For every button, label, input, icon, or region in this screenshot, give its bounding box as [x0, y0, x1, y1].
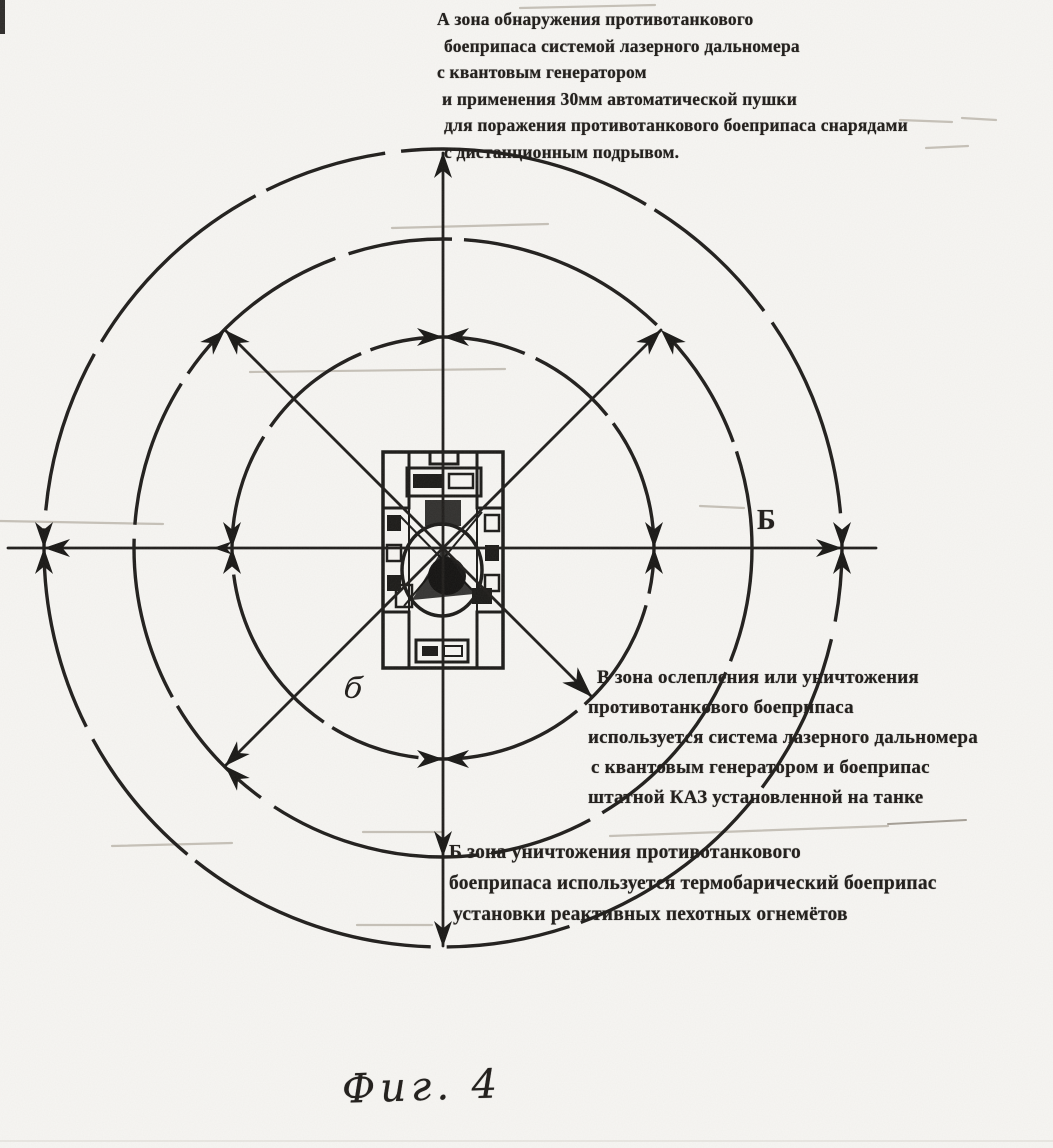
- annotation-line: боеприпаса используется термобарический боеприпас: [449, 873, 937, 894]
- annotation-line: А зона обнаружения противотанкового: [437, 9, 754, 29]
- annotation-line: и применения 30мм автоматической пушки: [442, 88, 797, 109]
- zone-a-annotation: [437, 6, 908, 165]
- ring-b-label: Б: [757, 505, 776, 536]
- annotation-line: для поражения противотанкового боеприпаса снарядами: [444, 115, 908, 135]
- annotation-line: с дистанционным подрывом.: [444, 141, 680, 162]
- annotation-line: противотанкового боеприпаса: [588, 697, 854, 718]
- ring-b-handwritten-label: б: [341, 669, 365, 708]
- annotation-line: штатной КАЗ установленной на танке: [588, 787, 924, 808]
- annotation-line: боеприпаса системой лазерного дальномера: [444, 35, 800, 56]
- annotation-line: Б зона уничтожения противотанкового: [449, 842, 801, 863]
- zone-v-annotation: [588, 663, 978, 813]
- annotation-line: с квантовым генератором и боеприпас: [591, 757, 930, 778]
- annotation-line: В зона ослепления или уничтожения: [597, 667, 919, 688]
- zone-b-annotation: [449, 837, 937, 930]
- annotation-line: установки реактивных пехотных огнемётов: [453, 904, 848, 925]
- annotation-line: с квантовым генератором: [437, 62, 647, 82]
- figure-caption: Фиг. 4: [341, 1061, 503, 1113]
- annotation-line: используется система лазерного дальномера: [588, 727, 978, 748]
